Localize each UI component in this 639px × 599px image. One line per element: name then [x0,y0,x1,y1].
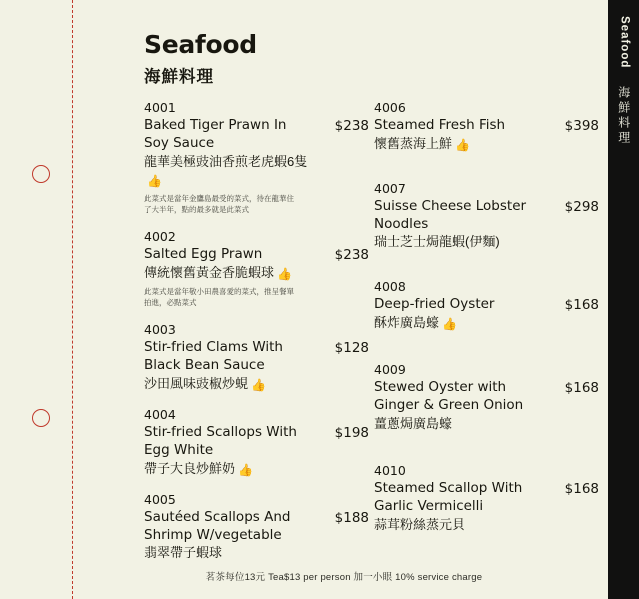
rail-label-en: Seafood [618,16,631,69]
item-code: 4004 [144,407,176,423]
perforation-dashed-line [72,0,73,599]
item-name-cn: 翡翠帶子蝦球 [144,545,223,561]
thumbs-up-icon: 👍 [277,266,292,281]
thumbs-up-icon: 👍 [147,173,162,188]
menu-item[interactable] [144,492,369,563]
footer-note: 茗茶每位13元 Tea$13 per person 加一小眼 10% service charge [205,572,483,583]
item-name-en: Salted Egg Prawn [144,246,263,263]
item-name-cn: 蒜茸粉絲蒸元貝 [374,516,466,532]
item-price: $168 [564,380,599,397]
page-title-en: Seafood [144,30,257,59]
item-name-en: Stir-fried Clams With Black Bean Sauce [144,339,283,374]
item-price: $128 [334,340,369,357]
item-name-cn: 瑞士芝士焗龍蝦(伊麵) [374,234,500,250]
thumbs-up-icon: 👍 [442,317,457,332]
punch-hole-icon [32,409,50,427]
item-name-cn: 帶子大良炒鮮奶 [144,460,236,476]
menu-item[interactable] [374,279,599,332]
item-code: 4007 [374,180,406,196]
menu-item[interactable] [144,229,369,308]
item-name-cn: 沙田風味豉椒炒蜆 [144,376,249,392]
item-name-en: Steamed Fresh Fish [374,117,506,133]
page-title-cn: 海鮮料理 [144,68,214,87]
menu-column-left [144,100,369,576]
menu-item[interactable] [374,100,599,153]
menu-column-right [374,100,599,548]
rail-label-cn: 海鮮料理 [616,86,631,146]
thumbs-up-icon: 👍 [251,378,266,393]
item-name-cn: 龍華美極豉油香煎老虎蝦6隻 [144,153,308,169]
item-code: 4010 [374,462,406,478]
item-code: 4009 [374,362,406,378]
menu-item[interactable] [144,100,369,215]
menu-item[interactable] [374,463,599,534]
item-name-en: Steamed Scallop With Garlic Vermicelli [374,479,523,514]
item-name-cn: 酥炸廣島蠔 [374,315,440,331]
item-name-en: Baked Tiger Prawn In Soy Sauce [144,117,287,151]
item-code: 4005 [144,491,176,507]
item-code: 4006 [374,100,406,115]
menu-content [88,0,608,599]
item-code: 4003 [144,322,176,338]
section-tab-rail [608,0,639,599]
item-price: $188 [334,509,369,526]
item-name-en: Stewed Oyster with Ginger & Green Onion [374,379,524,414]
thumbs-up-icon: 👍 [455,137,470,152]
item-name-en: Stir-fried Scallops With Egg White [144,424,297,458]
item-name-en: Suisse Cheese Lobster Noodles [374,197,527,232]
item-price: $298 [564,198,599,215]
menu-item[interactable] [144,322,369,393]
left-margin-strip [0,0,88,599]
item-code: 4002 [144,229,176,245]
item-price: $168 [564,297,599,314]
item-price: $398 [564,118,599,134]
item-code: 4001 [144,100,176,115]
item-code: 4008 [374,279,406,295]
item-name-cn: 傳統懷舊黃金香脆蝦球 [144,264,275,280]
item-name-cn: 懷舊蒸海上鮮 [374,135,453,151]
page-title [144,32,257,87]
item-note: 此菜式是當年敬小田農喜愛的菜式，推呈餐單拍進，必點菜式 [144,286,294,308]
item-price: $238 [334,118,369,134]
menu-item[interactable] [144,407,369,478]
menu-item[interactable] [374,362,599,433]
punch-hole-icon [32,165,50,183]
item-note: 此菜式是當年金鷹島最受的菜式，待在龍華住了大半年，點的最多就是此菜式 [144,193,294,214]
item-name-en: Deep-fried Oyster [374,296,495,313]
item-name-cn: 薑蔥焗廣島蠔 [374,415,453,431]
item-price: $168 [564,480,599,497]
thumbs-up-icon: 👍 [238,462,253,477]
item-name-en: Sautéed Scallops And Shrimp W/vegetable [144,508,291,543]
item-price: $238 [334,247,369,264]
menu-item[interactable] [374,181,599,252]
item-price: $198 [334,425,369,442]
